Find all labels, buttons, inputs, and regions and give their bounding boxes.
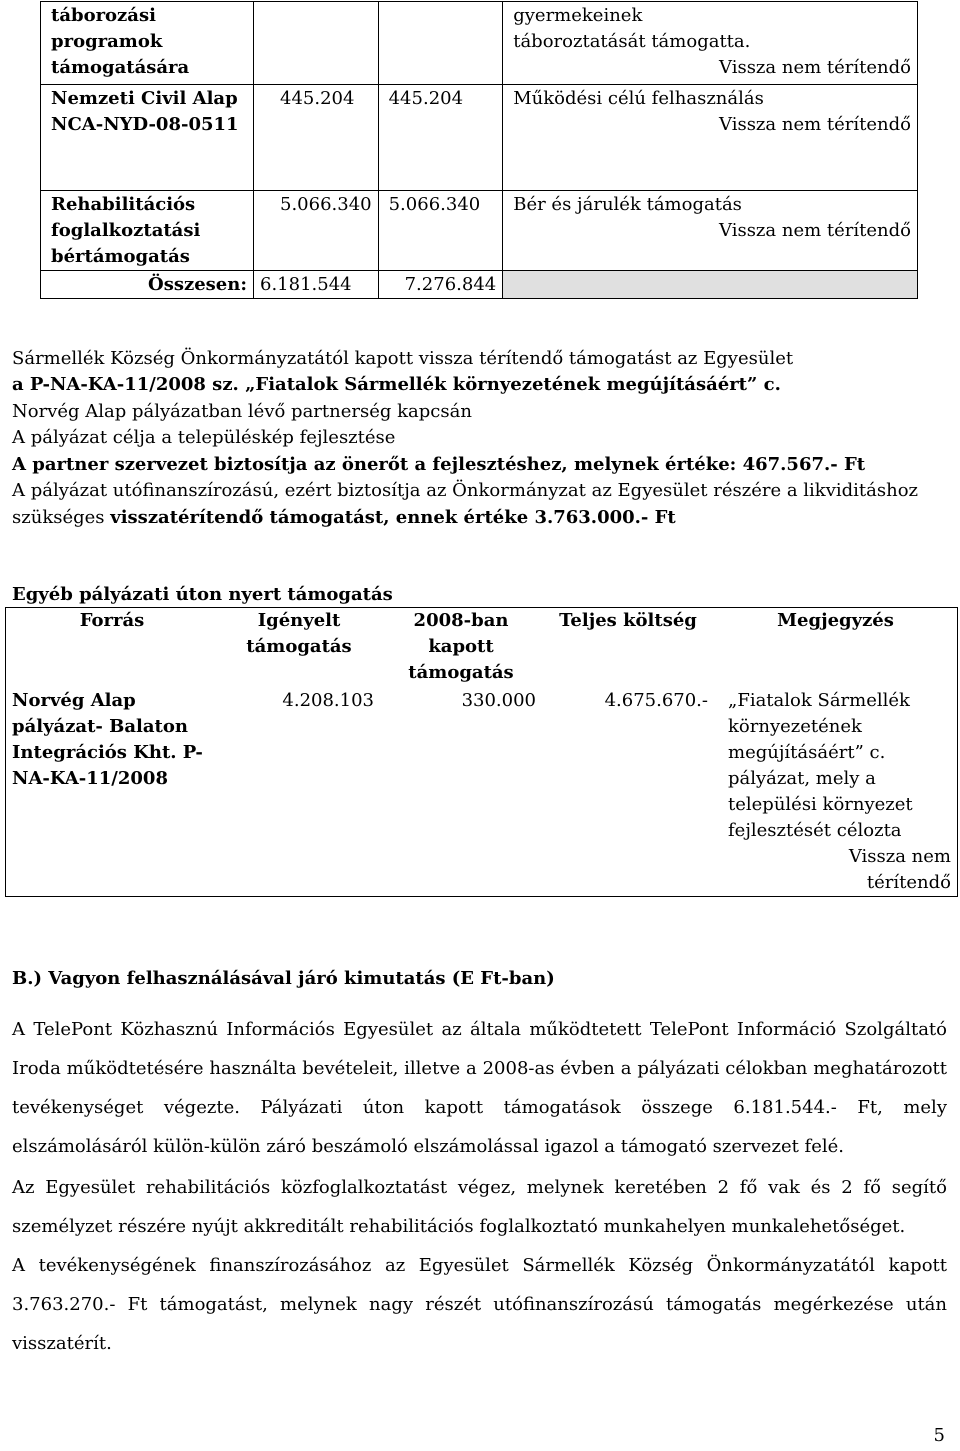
grant-status: Vissza nem térítendő: [719, 57, 911, 78]
section-a-line-7-bold: visszatérítendő támogatást, ennek értéke 3.763.000.- Ft: [110, 507, 676, 528]
other-grants-title: Egyéb pályázati úton nyert támogatás: [12, 584, 393, 605]
row-note-cell: [714, 688, 958, 897]
page-number: 5: [933, 1424, 945, 1446]
header-total-cost: Teljes költség: [559, 610, 697, 631]
section-a-line-2: a P-NA-KA-11/2008 sz. „Fiatalok Sármellék környezetének megújításáért” c.: [12, 374, 781, 395]
requested-amount: [254, 2, 379, 85]
grant-name: Nemzeti Civil Alap NCA-NYD-08-0511: [41, 85, 254, 191]
grants-table: [40, 1, 918, 299]
row-requested: 4.208.103: [282, 690, 374, 711]
section-b-heading: B.) Vagyon felhasználásával járó kimutatás (E Ft-ban): [12, 968, 555, 989]
grant-note: gyermekeinek táboroztatását támogatta.: [513, 5, 751, 52]
header-note: Megjegyzés: [777, 610, 894, 631]
requested-amount: 5.066.340: [254, 191, 379, 271]
granted-amount: 5.066.340: [378, 191, 503, 271]
row-received: 330.000: [461, 690, 536, 711]
header-source: Forrás: [79, 610, 145, 631]
section-a-line-3: Norvég Alap pályázatban lévő partnerség kapcsán: [12, 401, 472, 422]
granted-amount: [378, 2, 503, 85]
section-b-paragraph-1: A TelePont Közhasznú Információs Egyesület az általa működtetett TelePont Információ Szolgáltató Iroda működtetésére használta bevételeit, illetve a 2008-as évben a pályázati célokban meghatározott tevékenységet végezte. Pályázati úton kapott támogatások összege 6.181.544.- Ft, mely elszámolásáról külön-külön záró beszámoló elszámolással igazol a támogató szervezet felé.: [12, 1019, 947, 1157]
section-a-line-7-plain: szükséges: [12, 507, 111, 528]
row-source: Norvég Alap pályázat- Balaton Integrációs Kht. P-NA-KA-11/2008: [12, 690, 203, 789]
grant-note-cell: [503, 85, 918, 191]
row-note-status: Vissza nem térítendő: [848, 846, 951, 893]
section-b-paragraph-2: Az Egyesület rehabilitációs közfoglalkoztatást végez, melynek keretében 2 fő vak és 2 fő segítő személyzet részére nyújt akkreditált rehabilitációs foglalkoztató munkahelyen munkalehetőséget.: [12, 1177, 947, 1237]
other-grants-table: [5, 607, 958, 897]
row-note: „Fiatalok Sármellék környezetének megújításáért” c. pályázat, mely a települési környezet fejlesztését célozta: [728, 690, 913, 841]
empty-cell: [503, 271, 918, 299]
total-granted: 7.276.844: [378, 271, 503, 299]
row-total-cost: 4.675.670.-: [604, 690, 708, 711]
section-a-line-7: [12, 505, 676, 531]
grant-note: Bér és járulék támogatás: [513, 194, 742, 215]
header-requested: Igényelt támogatás: [246, 610, 352, 657]
section-a-line-4: A pályázat célja a településkép fejlesztése: [12, 427, 396, 448]
grant-note-cell: [503, 2, 918, 85]
granted-amount: 445.204: [378, 85, 503, 191]
section-a-line-5: A partner szervezet biztosítja az önerőt a fejlesztéshez, melynek értéke: 467.567.- Ft: [12, 454, 866, 475]
grant-note: Működési célú felhasználás: [513, 88, 764, 109]
total-row: [41, 271, 918, 299]
grant-status: Vissza nem térítendő: [719, 114, 911, 135]
table-row: [41, 2, 918, 85]
section-b-paragraph-3: A tevékenységének finanszírozásához az Egyesület Sármellék Község Önkormányzatától kapott 3.763.270.- Ft támogatást, melynek nagy részét utófinanszírozású támogatás megérkezése után visszatérít.: [12, 1255, 947, 1354]
grant-note-cell: [503, 191, 918, 271]
section-a-line-6: A pályázat utófinanszírozású, ezért biztosítja az Önkormányzat az Egyesület részére a likviditáshoz: [12, 480, 919, 501]
total-label: Összesen:: [41, 271, 254, 299]
section-a-line-1: Sármellék Község Önkormányzatától kapott vissza térítendő támogatást az Egyesület: [12, 348, 794, 369]
grant-status: Vissza nem térítendő: [719, 220, 911, 241]
table-row: [6, 688, 958, 897]
table-row: [41, 85, 918, 191]
total-requested: 6.181.544: [254, 271, 379, 299]
grant-name: Rehabilitációs foglalkoztatási bértámogatás: [41, 191, 254, 271]
requested-amount: 445.204: [254, 85, 379, 191]
header-received: 2008-ban kapott támogatás: [408, 610, 514, 683]
table-row: [41, 191, 918, 271]
table-header-row: [6, 608, 958, 689]
grant-name: táborozási programok támogatására: [41, 2, 254, 85]
